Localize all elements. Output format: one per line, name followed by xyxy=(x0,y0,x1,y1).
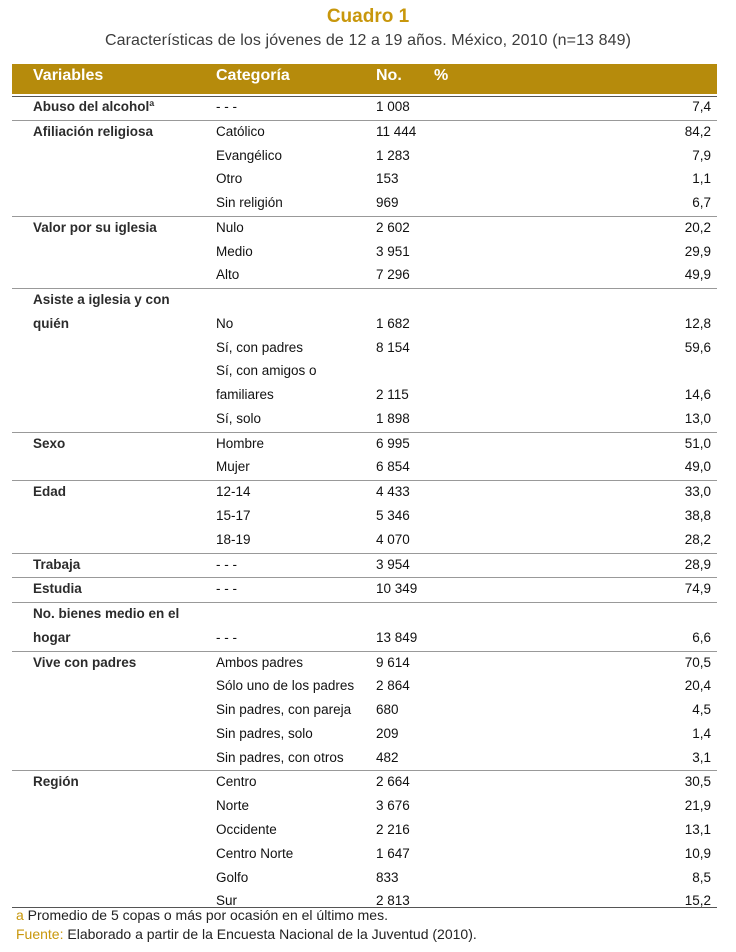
cell-variable: Abuso del alcoholª xyxy=(33,99,155,114)
header-variables: Variables xyxy=(33,67,104,84)
cell-pct: 29,9 xyxy=(684,243,711,259)
table-row xyxy=(12,289,717,313)
cell-no: 209 xyxy=(376,725,399,741)
cell-categoria: 18-19 xyxy=(216,531,251,547)
table-row xyxy=(12,795,717,819)
cell-variable: No. bienes medio en el xyxy=(33,606,180,622)
header-categoria: Categoría xyxy=(216,67,290,84)
cell-no: 10 349 xyxy=(376,581,418,597)
cell-categoria: Sin padres, solo xyxy=(216,725,313,741)
table-row xyxy=(12,554,717,578)
table-row xyxy=(12,627,717,651)
footnote-mark: a xyxy=(16,907,24,923)
cell-categoria: Sin padres, con pareja xyxy=(216,702,352,718)
cell-no: 153 xyxy=(376,171,399,187)
table-row xyxy=(12,723,717,747)
cell-categoria: Sin padres, con otros xyxy=(216,749,344,765)
table-row xyxy=(12,456,717,480)
table-row xyxy=(12,652,717,676)
table-row xyxy=(12,699,717,723)
table-body xyxy=(12,96,717,914)
cell-pct: 6,6 xyxy=(692,629,711,645)
cell-categoria: Mujer xyxy=(216,459,250,475)
table-row xyxy=(12,529,717,553)
cell-pct: 10,9 xyxy=(684,845,711,861)
table-row xyxy=(12,121,717,145)
cell-variable: Afiliación religiosa xyxy=(33,123,154,139)
cell-variable: Asiste a iglesia y con xyxy=(33,292,170,308)
cell-no: 833 xyxy=(376,869,399,885)
cell-pct: 14,6 xyxy=(684,387,711,403)
table-row xyxy=(12,360,717,384)
source-note xyxy=(16,926,477,942)
table-row xyxy=(12,145,717,169)
cell-categoria: Sin religión xyxy=(216,195,283,211)
cell-categoria: Alto xyxy=(216,267,240,283)
cell-categoria: Hombre xyxy=(216,435,265,451)
cell-pct: 51,0 xyxy=(684,435,711,451)
cell-variable: Trabaja xyxy=(33,556,81,572)
cell-pct: 20,4 xyxy=(684,678,711,694)
cell-pct: 30,5 xyxy=(684,774,711,790)
cell-pct: 1,4 xyxy=(692,725,711,741)
cell-pct: 6,7 xyxy=(692,195,711,211)
cell-categoria: Evangélico xyxy=(216,147,283,163)
cell-no: 1 647 xyxy=(376,845,410,861)
cell-pct: 21,9 xyxy=(684,798,711,814)
cell-variable: Estudia xyxy=(33,581,82,597)
cell-no: 3 954 xyxy=(376,556,410,572)
cell-variable: Edad xyxy=(33,484,67,500)
source-label: Fuente: xyxy=(16,926,64,942)
cell-pct: 8,5 xyxy=(692,869,711,885)
cell-no: 680 xyxy=(376,702,399,718)
cell-no: 1 898 xyxy=(376,410,410,426)
table-header xyxy=(12,64,717,94)
cell-categoria: Medio xyxy=(216,243,253,259)
cell-pct: 28,2 xyxy=(684,531,711,547)
table-row xyxy=(12,843,717,867)
cell-no: 482 xyxy=(376,749,399,765)
cell-no: 969 xyxy=(376,195,399,211)
cell-pct: 33,0 xyxy=(684,484,711,500)
cell-pct: 4,5 xyxy=(692,702,711,718)
cell-no: 6 995 xyxy=(376,435,410,451)
cell-no: 2 664 xyxy=(376,774,410,790)
cell-categoria: Sí, solo xyxy=(216,410,262,426)
cell-no: 9 614 xyxy=(376,654,410,670)
cell-pct: 49,0 xyxy=(684,459,711,475)
cell-categoria: - - - xyxy=(216,581,237,597)
cell-pct: 3,1 xyxy=(692,749,711,765)
cell-pct: 74,9 xyxy=(684,581,711,597)
cell-pct: 20,2 xyxy=(684,219,711,235)
cell-categoria: No xyxy=(216,315,234,331)
cell-no: 1 008 xyxy=(376,99,410,114)
table-row xyxy=(12,264,717,288)
header-no: No. xyxy=(376,67,402,84)
table-title: Cuadro 1 xyxy=(326,6,410,27)
cell-no: 2 813 xyxy=(376,893,410,909)
cell-no: 3 676 xyxy=(376,798,410,814)
cell-categoria: Centro xyxy=(216,774,257,790)
cell-pct: 49,9 xyxy=(684,267,711,283)
table-row xyxy=(12,867,717,891)
cell-categoria: Ambos padres xyxy=(216,654,304,670)
cell-no: 2 602 xyxy=(376,219,410,235)
cell-pct: 28,9 xyxy=(684,556,711,572)
cell-categoria: Sí, con amigos o xyxy=(216,363,317,379)
cell-pct: 13,0 xyxy=(684,410,711,426)
cell-variable: Región xyxy=(33,774,79,790)
cell-pct: 38,8 xyxy=(684,508,711,524)
cell-pct: 84,2 xyxy=(684,123,711,139)
table-row xyxy=(12,675,717,699)
cell-no: 4 070 xyxy=(376,531,410,547)
table-row xyxy=(12,408,717,432)
cell-no: 2 216 xyxy=(376,821,410,837)
cell-no: 2 115 xyxy=(376,387,409,403)
table-row xyxy=(12,747,717,771)
cell-categoria: Norte xyxy=(216,798,250,814)
cell-variable: quién xyxy=(33,315,69,331)
cell-no: 3 951 xyxy=(376,243,410,259)
cell-pct: 12,8 xyxy=(684,315,711,331)
cell-no: 1 682 xyxy=(376,315,410,331)
cell-pct: 7,9 xyxy=(692,147,711,163)
table-row xyxy=(12,384,717,408)
table-row xyxy=(12,217,717,241)
cell-no: 5 346 xyxy=(376,508,410,524)
cell-pct: 1,1 xyxy=(692,171,711,187)
table-row xyxy=(12,433,717,457)
cell-no: 13 849 xyxy=(376,629,418,645)
cell-categoria: familiares xyxy=(216,387,274,403)
cell-variable: Sexo xyxy=(33,435,66,451)
footnote-text: Promedio de 5 copas o más por ocasión en el último mes. xyxy=(23,907,388,923)
table-row xyxy=(12,505,717,529)
header-pct: % xyxy=(434,67,449,84)
cell-categoria: Golfo xyxy=(216,869,249,885)
table-row xyxy=(12,603,717,627)
cell-pct: 15,2 xyxy=(684,893,711,909)
table-row xyxy=(12,96,717,120)
cell-pct: 13,1 xyxy=(684,821,711,837)
table-row xyxy=(12,313,717,337)
cell-categoria: 12-14 xyxy=(216,484,251,500)
cell-categoria: - - - xyxy=(216,629,237,645)
source-text: Elaborado a partir de la Encuesta Nacional de la Juventud (2010). xyxy=(63,926,477,942)
table-row xyxy=(12,168,717,192)
cell-categoria: Sólo uno de los padres xyxy=(216,678,355,694)
cell-no: 4 433 xyxy=(376,484,410,500)
cell-categoria: Católico xyxy=(216,123,265,139)
cell-categoria: - - - xyxy=(216,556,237,572)
cell-categoria: Occidente xyxy=(216,821,277,837)
cell-categoria: Nulo xyxy=(216,219,244,235)
cell-no: 6 854 xyxy=(376,459,410,475)
cell-no: 11 444 xyxy=(376,123,417,139)
cell-categoria: 15-17 xyxy=(216,508,251,524)
table-row xyxy=(12,192,717,216)
table-row xyxy=(12,241,717,265)
cell-categoria: - - - xyxy=(216,99,237,114)
cell-pct: 70,5 xyxy=(684,654,711,670)
footnote xyxy=(16,907,388,923)
cell-no: 1 283 xyxy=(376,147,410,163)
table-row xyxy=(12,578,717,602)
cell-variable: hogar xyxy=(33,629,71,645)
table-subtitle: Características de los jóvenes de 12 a 19 años. México, 2010 (n=13 849) xyxy=(104,32,632,49)
cell-no: 7 296 xyxy=(376,267,410,283)
cell-no: 8 154 xyxy=(376,339,410,355)
cell-variable: Vive con padres xyxy=(33,654,137,670)
cell-categoria: Centro Norte xyxy=(216,845,294,861)
cell-categoria: Sur xyxy=(216,893,238,909)
cell-no: 2 864 xyxy=(376,678,410,694)
cell-categoria: Sí, con padres xyxy=(216,339,304,355)
table-row xyxy=(12,337,717,361)
table-row xyxy=(12,771,717,795)
cell-variable: Valor por su iglesia xyxy=(33,219,157,235)
cell-pct: 7,4 xyxy=(692,99,711,114)
table-row xyxy=(12,481,717,505)
table-row xyxy=(12,819,717,843)
cell-pct: 59,6 xyxy=(684,339,711,355)
cell-categoria: Otro xyxy=(216,171,243,187)
